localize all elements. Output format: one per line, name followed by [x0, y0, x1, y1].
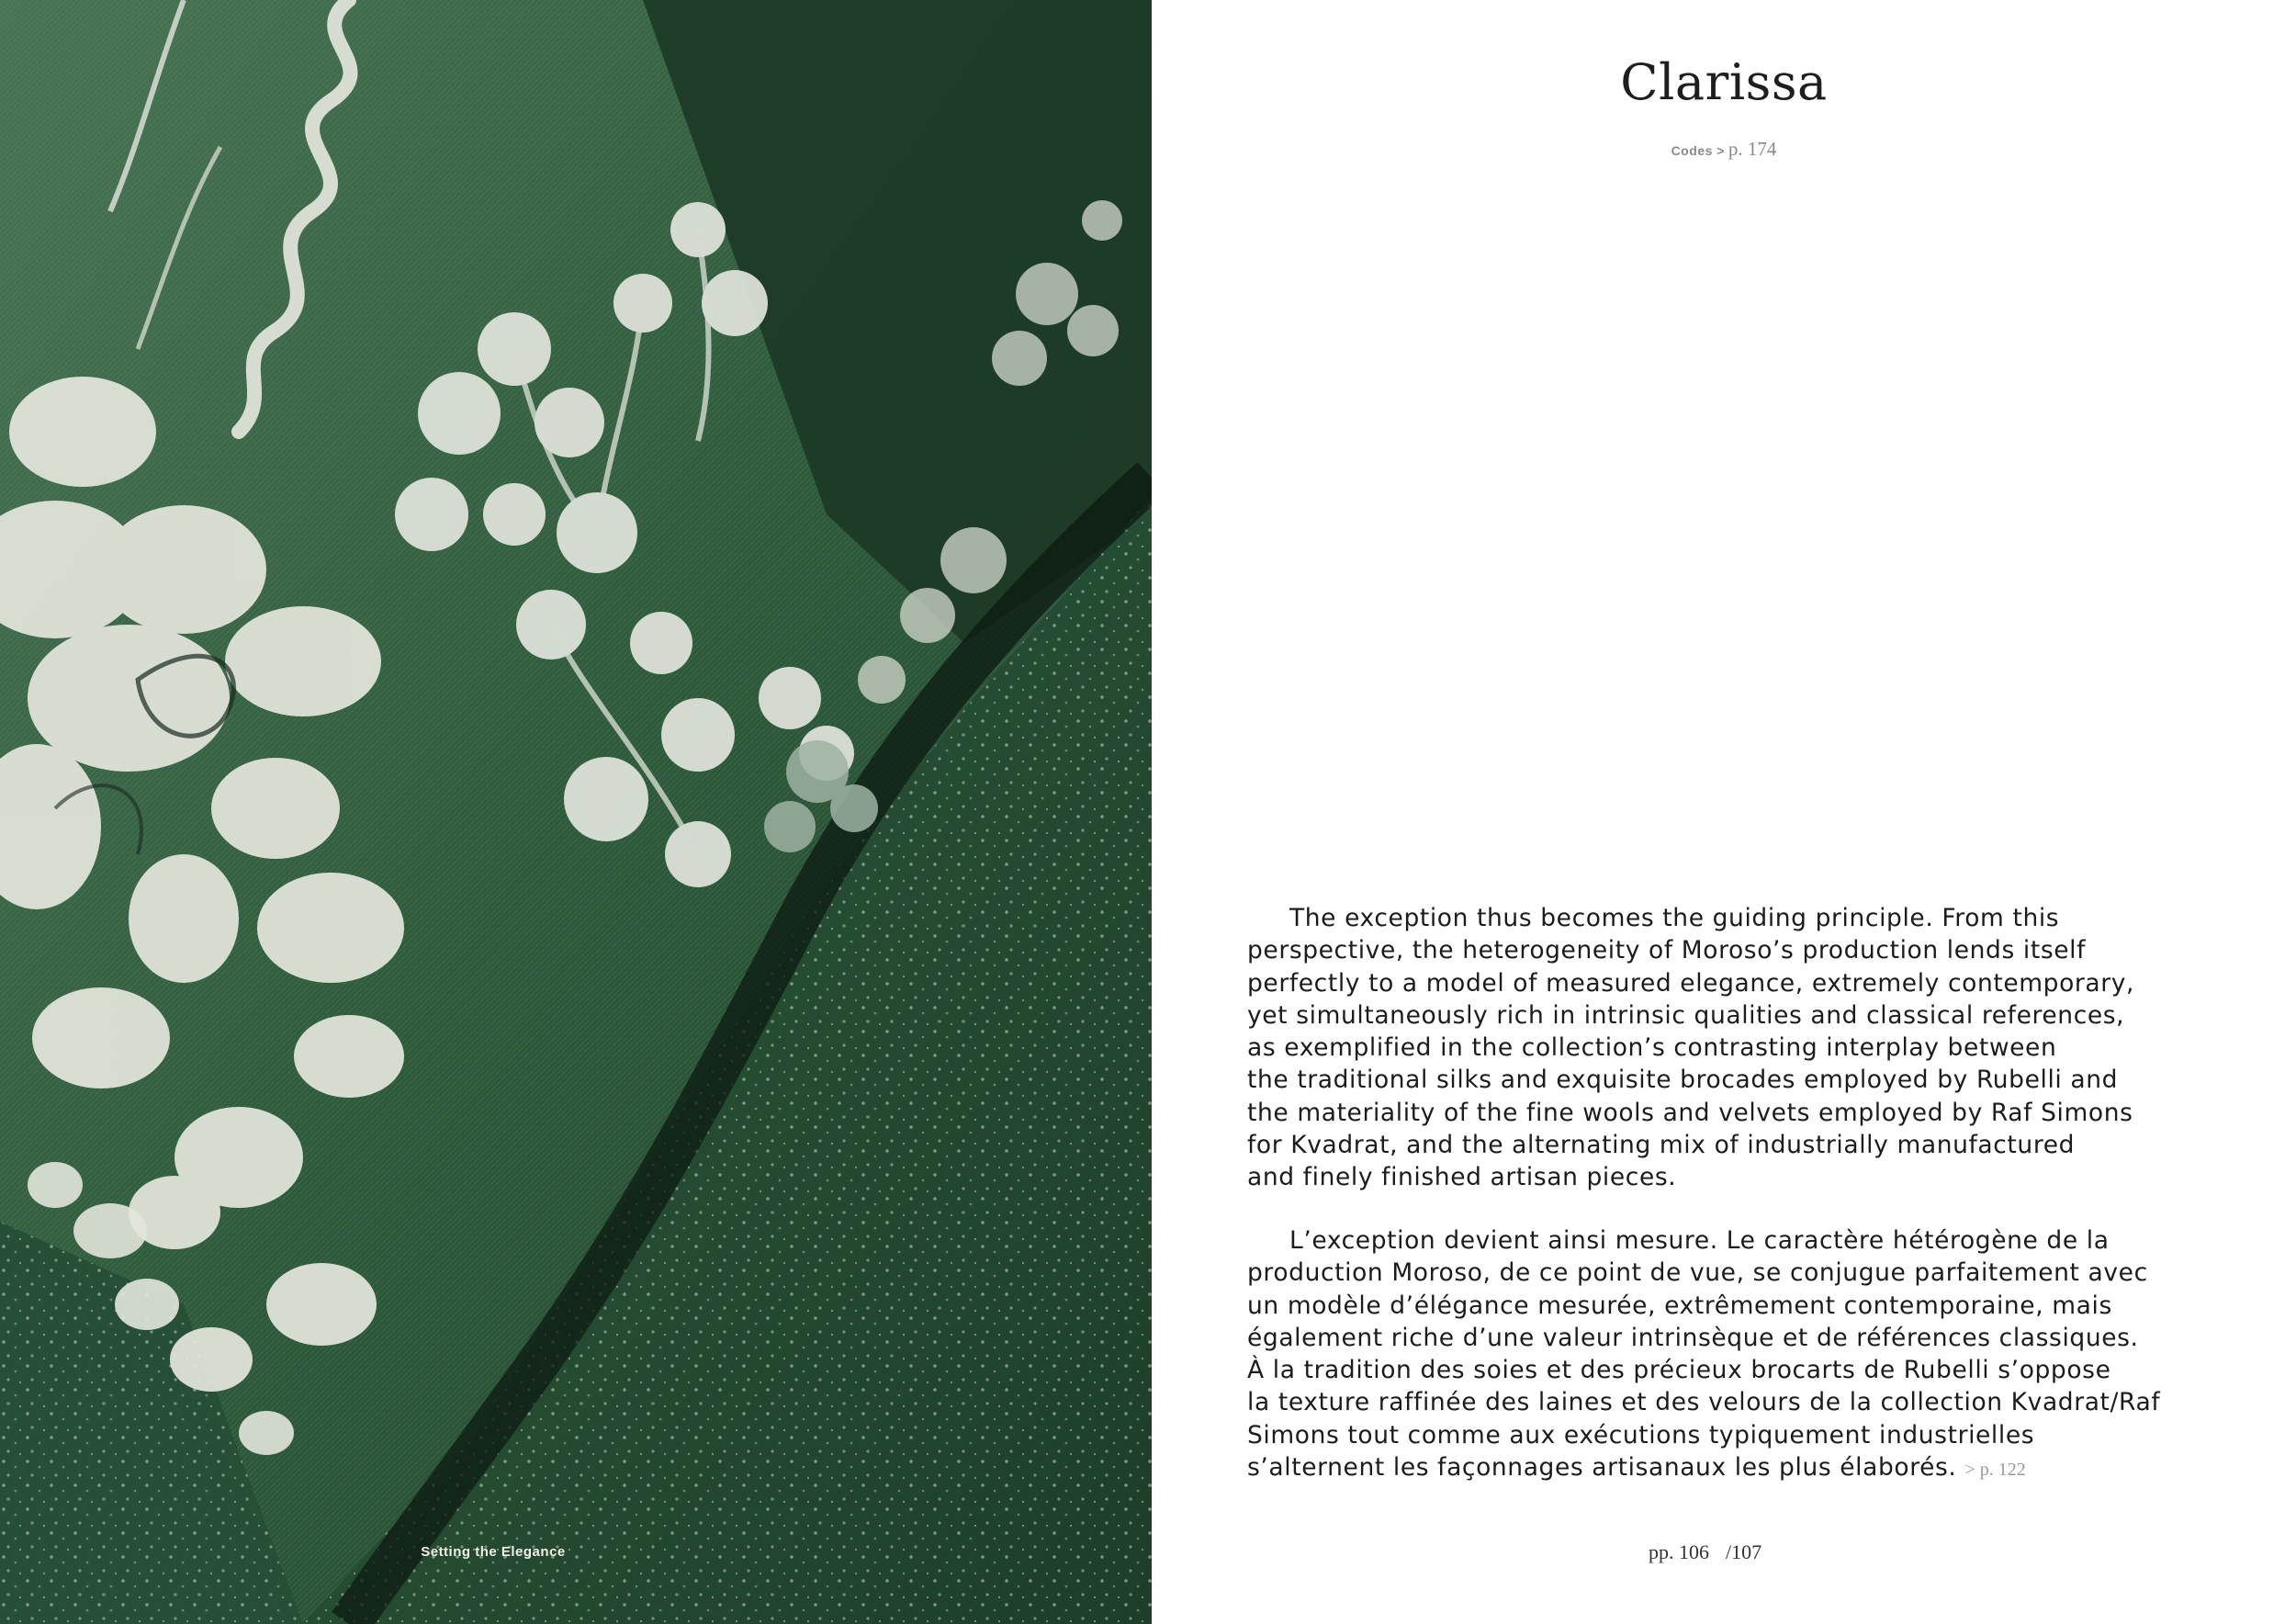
text-line-content: s’alternent les façonnages artisanaux les plus élaborés. — [1247, 1453, 1957, 1483]
text-line: and finely finished artisan pieces. — [1247, 1163, 1677, 1192]
codes-reference — [1152, 138, 2296, 161]
text-line: un modèle d’élégance mesurée, extrêmement contemporaine, mais — [1247, 1291, 2112, 1320]
text-line: yet simultaneously rich in intrinsic qualities and classical references, — [1247, 1000, 2125, 1030]
text-line: the materiality of the fine wools and velvets employed by Raf Simons — [1247, 1098, 2133, 1127]
text-line-last — [1247, 1451, 2285, 1486]
text-line: perspective, the heterogeneity of Moroso’s production lends itself — [1247, 936, 2087, 965]
codes-page-link[interactable]: p. 174 — [1728, 138, 1777, 160]
text-line: À la tradition des soies et des précieux brocarts de Rubelli s’oppose — [1247, 1356, 2111, 1385]
photo-caption — [0, 1544, 1152, 1560]
folio-left: pp. 106 — [1649, 1540, 1709, 1563]
folio-right: /107 — [1726, 1540, 1762, 1563]
text-line: Simons tout comme aux exécutions typiquement industrielles — [1247, 1420, 2035, 1449]
french-page-link[interactable]: > p. 122 — [1964, 1460, 2026, 1481]
text-line: la texture raffinée des laines et des velours de la collection Kvadrat/Raf — [1247, 1388, 2161, 1417]
page-numbers — [1649, 1540, 1761, 1564]
text-line: The exception thus becomes the guiding principle. From this — [1289, 904, 2060, 932]
page-title: Clarissa — [1620, 53, 1828, 111]
text-line: as exemplified in the collection’s contrasting interplay between — [1247, 1033, 2057, 1063]
english-paragraph — [1247, 902, 2285, 1194]
text-line: production Moroso, de ce point de vue, se conjugue parfaitement avec — [1247, 1258, 2148, 1288]
text-line: L’exception devient ainsi mesure. Le caractère hétérogène de la — [1289, 1226, 2110, 1255]
text-page — [1152, 0, 2296, 1624]
photo-caption-text: Setting the Elegance — [421, 1544, 566, 1560]
text-line: également riche d’une valeur intrinsèque et de références classiques. — [1247, 1323, 2139, 1352]
text-line: perfectly to a model of measured elegance, extremely contemporary, — [1247, 968, 2135, 998]
codes-label: Codes > — [1671, 143, 1725, 158]
french-paragraph — [1247, 1224, 2285, 1486]
text-line: for Kvadrat, and the alternating mix of industrially manufactured — [1247, 1131, 2076, 1160]
text-line: the traditional silks and exquisite brocades employed by Rubelli and — [1247, 1066, 2119, 1095]
